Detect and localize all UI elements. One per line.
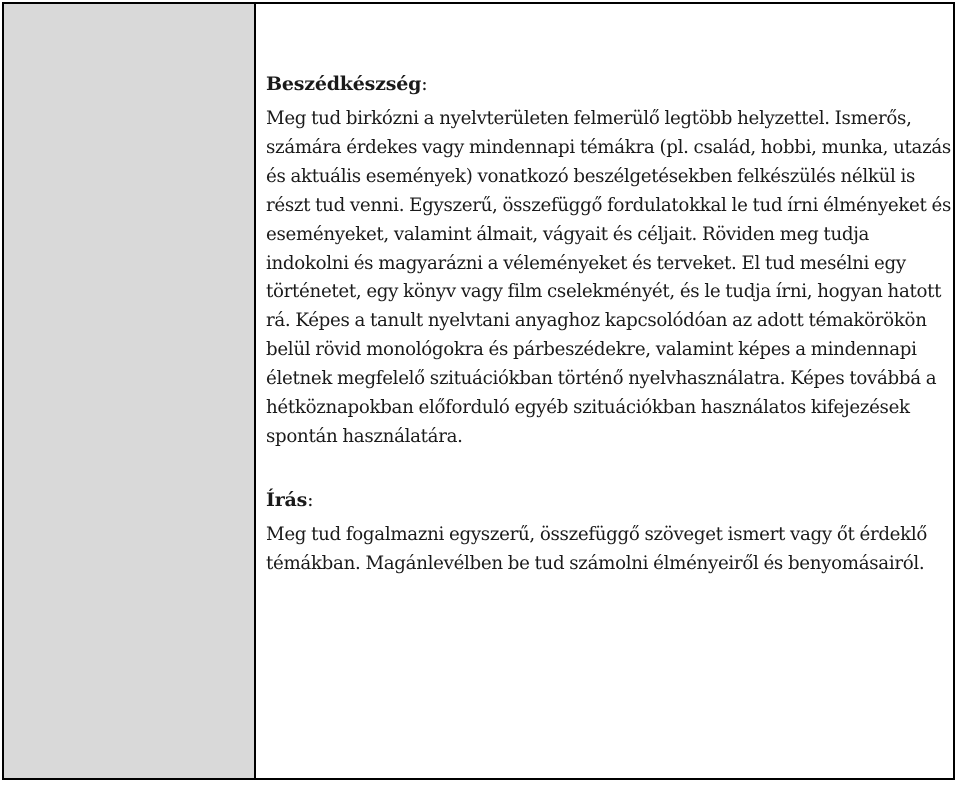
section-text-speaking: Meg tud birkózni a nyelvterületen felmerülő legtöbb helyzettel. Ismerős, számára érdekes vagy mindennapi témákra (pl. család, hobbi, munka, utazás és aktuális események) vonatkozó beszélgetésekben felkészülés nélkül is részt tud venni. Egyszerű, összefüggő fordulatokkal le tud írni élményeket és eseményeket, valamint álmait, vágyait és céljait. Röviden meg tudja indokolni és magyarázni a véleményeket és terveket. El tud mesélni egy történetet, egy könyv vagy film cselekményét, és le tudja írni, hogyan hatott rá. Képes a tanult nyelvtani anyaghoz kapcsolódóan az adott témakörökön belül rövid monológokra és párbeszédekre, valamint képes a mindennapi életnek megfelelő szituációkban történő nyelvhasználatra. Képes továbbá a hétköznapokban előforduló egyéb szituációkban használatos kifejezések spontán használatára. (266, 108, 951, 447)
section-title-speaking: Beszédkészség (266, 73, 422, 95)
label-column-cell (4, 4, 256, 778)
content-column-cell (256, 4, 953, 778)
section-colon-writing: : (307, 488, 314, 511)
document-table (2, 2, 955, 780)
skills-content (266, 70, 951, 579)
section-heading-speaking (266, 70, 951, 99)
section-heading-writing (266, 486, 951, 515)
section-text-writing: Meg tud fogalmazni egyszerű, összefüggő szöveget ismert vagy őt érdeklő témákban. Magánlevélben be tud számolni élményeiről és benyomásairól. (266, 523, 928, 574)
section-title-writing: Írás (266, 488, 308, 511)
section-colon-speaking: : (421, 73, 428, 95)
